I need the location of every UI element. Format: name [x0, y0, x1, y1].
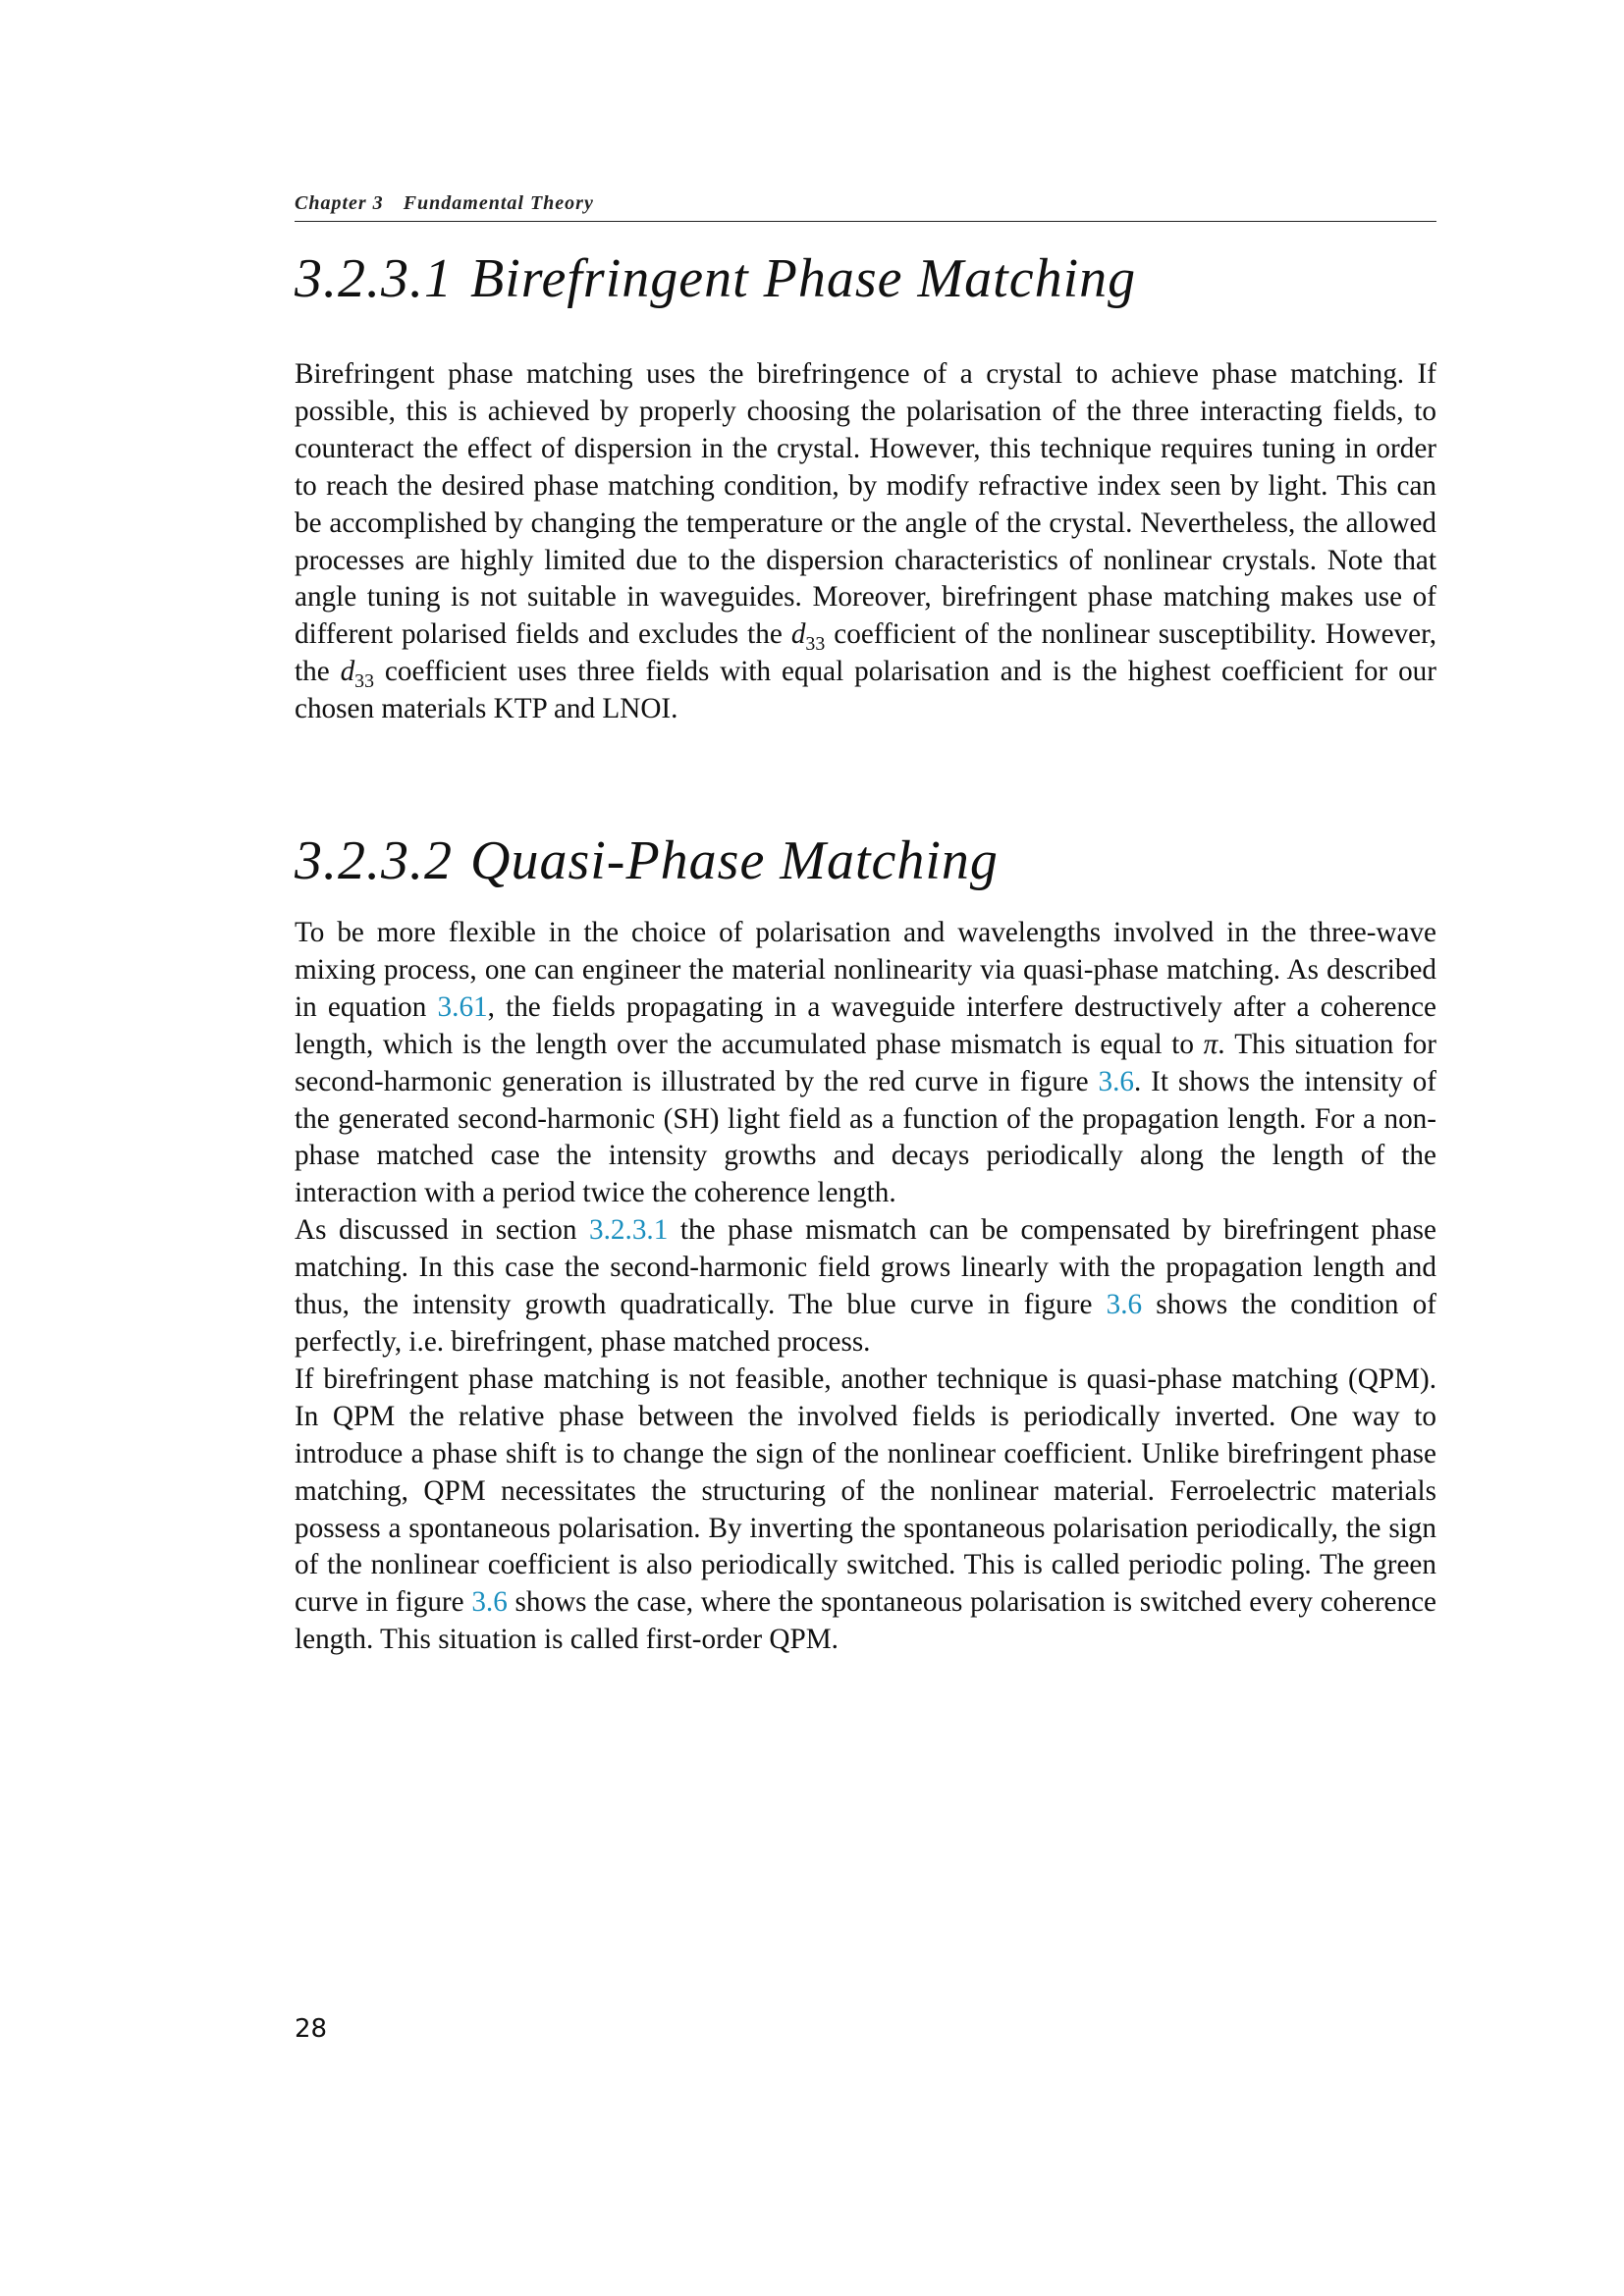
- section-heading-quasi-phase: [295, 829, 999, 892]
- paragraph: [295, 1212, 1436, 1362]
- running-head-title: Fundamental Theory: [403, 192, 594, 214]
- birefringent-paragraph: [295, 356, 1436, 728]
- equation-link[interactable]: 3.61: [437, 990, 488, 1023]
- text-run: the phase mismatch can be compensated by birefringent phase matching. In this case the second-harmonic field grows linearly with the propagation length and thus, the intensity growth quadratically. The blue curve in figure: [295, 1214, 1436, 1321]
- text-run: To be more flexible in the choice of polarisation and wavelengths involved in the three-wave mixing process, one can engineer the material nonlinearity via quasi-phase matching. As described in equation: [295, 917, 1436, 1023]
- math-subscript: 33: [354, 670, 374, 693]
- text-run: shows the case, where the spontaneous polarisation is switched every coherence length. This situation is called first-order QPM.: [295, 1586, 1436, 1656]
- figure-link[interactable]: 3.6: [1098, 1065, 1134, 1097]
- section-title: Quasi-Phase Matching: [470, 830, 999, 891]
- text-run: coefficient of the nonlinear susceptibility. However, the: [295, 618, 1436, 688]
- text-run: Birefringent phase matching uses the birefringence of a crystal to achieve phase matching. If possible, this is achieved by properly choosing the polarisation of the three interacting fields, to counteract the effect of dispersion in the crystal. However, this technique requires tuning in order to reach the desired phase matching condition, by modify refractive index seen by light. This can be accomplished by changing the temperature or the angle of the crystal. Nevertheless, the allowed processes are highly limited due to the dispersion characteristics of nonlinear crystals. Note that angle tuning is not suitable in waveguides. Moreover, birefringent phase matching makes use of different polarised fields and excludes the: [295, 358, 1436, 651]
- section-heading-birefringent: [295, 247, 1136, 310]
- text-run: . It shows the intensity of the generated second-harmonic (SH) light field as a function of the propagation length. For a non-phase matched case the intensity growths and decays periodically along the length of the interaction with a period twice the coherence length.: [295, 1065, 1436, 1209]
- figure-link[interactable]: 3.6: [471, 1586, 508, 1619]
- running-head-chapter: Chapter 3: [295, 192, 384, 214]
- text-run: coefficient uses three fields with equal polarisation and is the highest coefficient for our chosen materials KTP and LNOI.: [295, 656, 1436, 725]
- text-run: If birefringent phase matching is not feasible, another technique is quasi-phase matching (QPM). In QPM the relative phase between the involved fields is periodically inverted. One way to introduce a phase shift is to change the sign of the nonlinear coefficient. Unlike birefringent phase matching, QPM necessitates the structuring of the nonlinear material. Ferroelectric materials possess a spontaneous polarisation. By inverting the spontaneous polarisation periodically, the sign of the nonlinear coefficient is also periodically switched. This is called periodic poling. The green curve in figure: [295, 1362, 1436, 1619]
- text-run: As discussed in section: [295, 1214, 590, 1247]
- section-link[interactable]: 3.2.3.1: [589, 1214, 669, 1247]
- math-var: d: [790, 618, 806, 651]
- section-title: Birefringent Phase Matching: [470, 248, 1137, 309]
- figure-link[interactable]: 3.6: [1106, 1289, 1143, 1321]
- paragraph: [295, 915, 1436, 1212]
- quasi-phase-paragraphs: [295, 915, 1436, 1659]
- section-number: 3.2.3.1: [295, 248, 453, 309]
- math-subscript: 33: [805, 633, 826, 656]
- page-number: 28: [295, 2014, 328, 2044]
- text-run: shows the condition of perfectly, i.e. birefringent, phase matched process.: [295, 1289, 1436, 1358]
- text-run: . This situation for second-harmonic generation is illustrated by the red curve in figure: [295, 1028, 1436, 1097]
- text-run: , the fields propagating in a waveguide interfere destructively after a coherence length, which is the length over the accumulated phase mismatch is equal to: [295, 990, 1436, 1060]
- running-head: [295, 192, 1436, 222]
- math-pi: π: [1203, 1028, 1218, 1060]
- math-var: d: [340, 656, 355, 688]
- paragraph: [295, 1362, 1436, 1659]
- section-number: 3.2.3.2: [295, 830, 453, 891]
